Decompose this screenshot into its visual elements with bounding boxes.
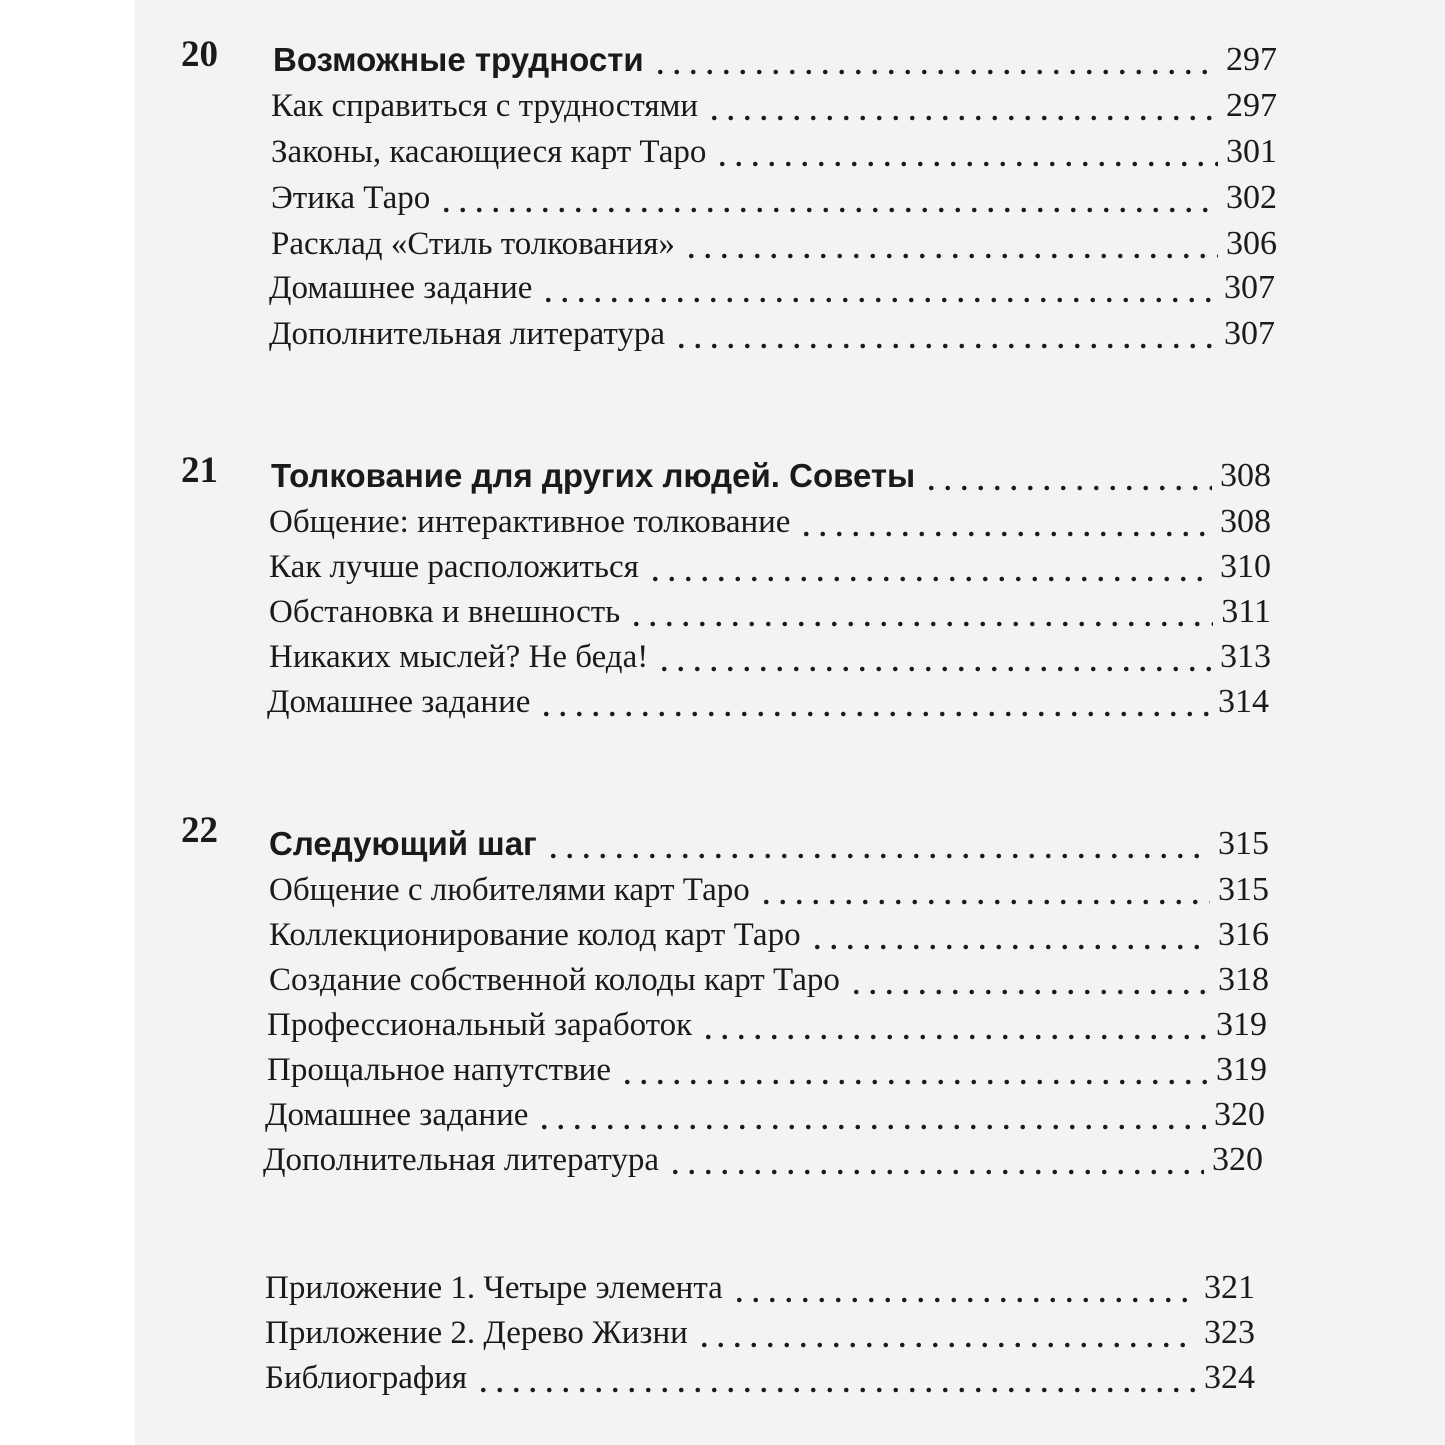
entry-title: Создание собственной колоды карт Таро bbox=[269, 962, 840, 998]
page-number: 307 bbox=[1224, 269, 1275, 306]
dot-leader bbox=[848, 956, 1210, 996]
entry-title: Законы, касающиеся карт Таро bbox=[271, 134, 707, 170]
page-number: 321 bbox=[1204, 1269, 1255, 1306]
dot-leader bbox=[652, 36, 1218, 76]
toc-entry[interactable] bbox=[263, 1134, 1263, 1180]
page-number: 308 bbox=[1220, 457, 1271, 494]
entry-title: Библиография bbox=[265, 1360, 468, 1396]
dot-leader bbox=[758, 866, 1210, 906]
toc-entry[interactable] bbox=[265, 1307, 1255, 1353]
dot-leader bbox=[706, 82, 1218, 122]
chapter-number: 21 bbox=[181, 450, 218, 491]
dot-leader bbox=[628, 588, 1213, 628]
toc-entry[interactable] bbox=[271, 80, 1277, 126]
page-number: 301 bbox=[1226, 133, 1277, 170]
entry-title: Дополнительная литература bbox=[269, 316, 665, 352]
page-number: 324 bbox=[1204, 1359, 1255, 1396]
page-number: 316 bbox=[1218, 916, 1269, 953]
dot-leader bbox=[673, 310, 1216, 350]
toc-entry[interactable] bbox=[267, 1044, 1267, 1090]
page-number: 323 bbox=[1204, 1314, 1255, 1351]
page-number: 319 bbox=[1216, 1051, 1267, 1088]
page-number: 314 bbox=[1218, 683, 1269, 720]
chapter-number: 22 bbox=[181, 810, 218, 851]
entry-title: Как справиться с трудностями bbox=[271, 88, 699, 124]
toc-entry[interactable] bbox=[271, 218, 1277, 264]
dot-leader bbox=[700, 1001, 1208, 1041]
toc-entry[interactable] bbox=[269, 864, 1269, 910]
page-number: 308 bbox=[1220, 503, 1271, 540]
page-number: 315 bbox=[1218, 871, 1269, 908]
dot-leader bbox=[714, 128, 1218, 168]
toc-entry[interactable] bbox=[269, 909, 1269, 955]
entry-title: Расклад «Стиль толкования» bbox=[271, 226, 675, 262]
toc-entry[interactable] bbox=[265, 1352, 1255, 1398]
dot-leader bbox=[798, 498, 1212, 538]
chapter-title: Толкование для других людей. Советы bbox=[271, 457, 916, 494]
entry-title: Профессиональный заработок bbox=[267, 1007, 693, 1043]
dot-leader bbox=[683, 220, 1218, 260]
entry-title: Никаких мыслей? Не беда! bbox=[269, 639, 649, 675]
toc-entry[interactable] bbox=[271, 126, 1277, 172]
page-number: 310 bbox=[1220, 548, 1271, 585]
page-number: 313 bbox=[1220, 638, 1271, 675]
entry-title: Домашнее задание bbox=[269, 270, 533, 306]
toc-entry[interactable] bbox=[269, 586, 1271, 632]
dot-leader bbox=[540, 264, 1216, 304]
toc-entry[interactable] bbox=[269, 496, 1271, 542]
chapter-number: 20 bbox=[181, 34, 218, 75]
page-number: 318 bbox=[1218, 961, 1269, 998]
dot-leader bbox=[667, 1136, 1204, 1176]
entry-title: Прощальное напутствие bbox=[267, 1052, 611, 1088]
entry-title: Приложение 1. Четыре элемента bbox=[265, 1270, 723, 1306]
page-number: 297 bbox=[1226, 41, 1277, 78]
dot-leader bbox=[656, 633, 1212, 673]
dot-leader bbox=[731, 1264, 1196, 1304]
toc-entry[interactable] bbox=[267, 676, 1269, 722]
entry-title: Общение с любителями карт Таро bbox=[269, 872, 750, 908]
page-number: 302 bbox=[1226, 179, 1277, 216]
chapter-heading-row[interactable] bbox=[273, 34, 1277, 80]
chapter-heading-row[interactable] bbox=[269, 818, 1269, 864]
toc-entry[interactable] bbox=[269, 954, 1269, 1000]
toc-entry[interactable] bbox=[269, 308, 1275, 354]
toc-entry[interactable] bbox=[265, 1262, 1255, 1308]
dot-leader bbox=[545, 820, 1210, 860]
dot-leader bbox=[538, 678, 1210, 718]
toc-entry[interactable] bbox=[265, 1089, 1265, 1135]
dot-leader bbox=[475, 1354, 1196, 1394]
toc-entry[interactable] bbox=[267, 999, 1267, 1045]
chapter-title: Возможные трудности bbox=[273, 41, 644, 78]
chapter-title: Следующий шаг bbox=[269, 825, 537, 862]
chapter-heading-row[interactable] bbox=[271, 450, 1271, 496]
page-number: 319 bbox=[1216, 1006, 1267, 1043]
entry-title: Общение: интерактивное толкование bbox=[269, 504, 791, 540]
page-number: 307 bbox=[1224, 315, 1275, 352]
page-number: 311 bbox=[1221, 593, 1271, 630]
dot-leader bbox=[696, 1309, 1196, 1349]
entry-title: Домашнее задание bbox=[265, 1097, 529, 1133]
toc-entry[interactable] bbox=[269, 631, 1271, 677]
dot-leader bbox=[619, 1046, 1208, 1086]
toc-entry[interactable] bbox=[269, 262, 1275, 308]
entry-title: Обстановка и внешность bbox=[269, 594, 621, 630]
page-number: 320 bbox=[1212, 1141, 1263, 1178]
entry-title: Этика Таро bbox=[271, 180, 431, 216]
entry-title: Коллекционирование колод карт Таро bbox=[269, 917, 801, 953]
page-number: 320 bbox=[1214, 1096, 1265, 1133]
dot-leader bbox=[536, 1091, 1206, 1131]
dot-leader bbox=[647, 543, 1212, 583]
dot-leader bbox=[809, 911, 1210, 951]
toc-page bbox=[135, 0, 1445, 1445]
toc-entry[interactable] bbox=[269, 541, 1271, 587]
toc-entry[interactable] bbox=[271, 172, 1277, 218]
page-number: 297 bbox=[1226, 87, 1277, 124]
entry-title: Домашнее задание bbox=[267, 684, 531, 720]
page-number: 315 bbox=[1218, 825, 1269, 862]
dot-leader bbox=[438, 174, 1218, 214]
entry-title: Как лучше расположиться bbox=[269, 549, 639, 585]
dot-leader bbox=[923, 452, 1212, 492]
entry-title: Дополнительная литература bbox=[263, 1142, 659, 1178]
page-number: 306 bbox=[1226, 225, 1277, 262]
entry-title: Приложение 2. Дерево Жизни bbox=[265, 1315, 688, 1351]
